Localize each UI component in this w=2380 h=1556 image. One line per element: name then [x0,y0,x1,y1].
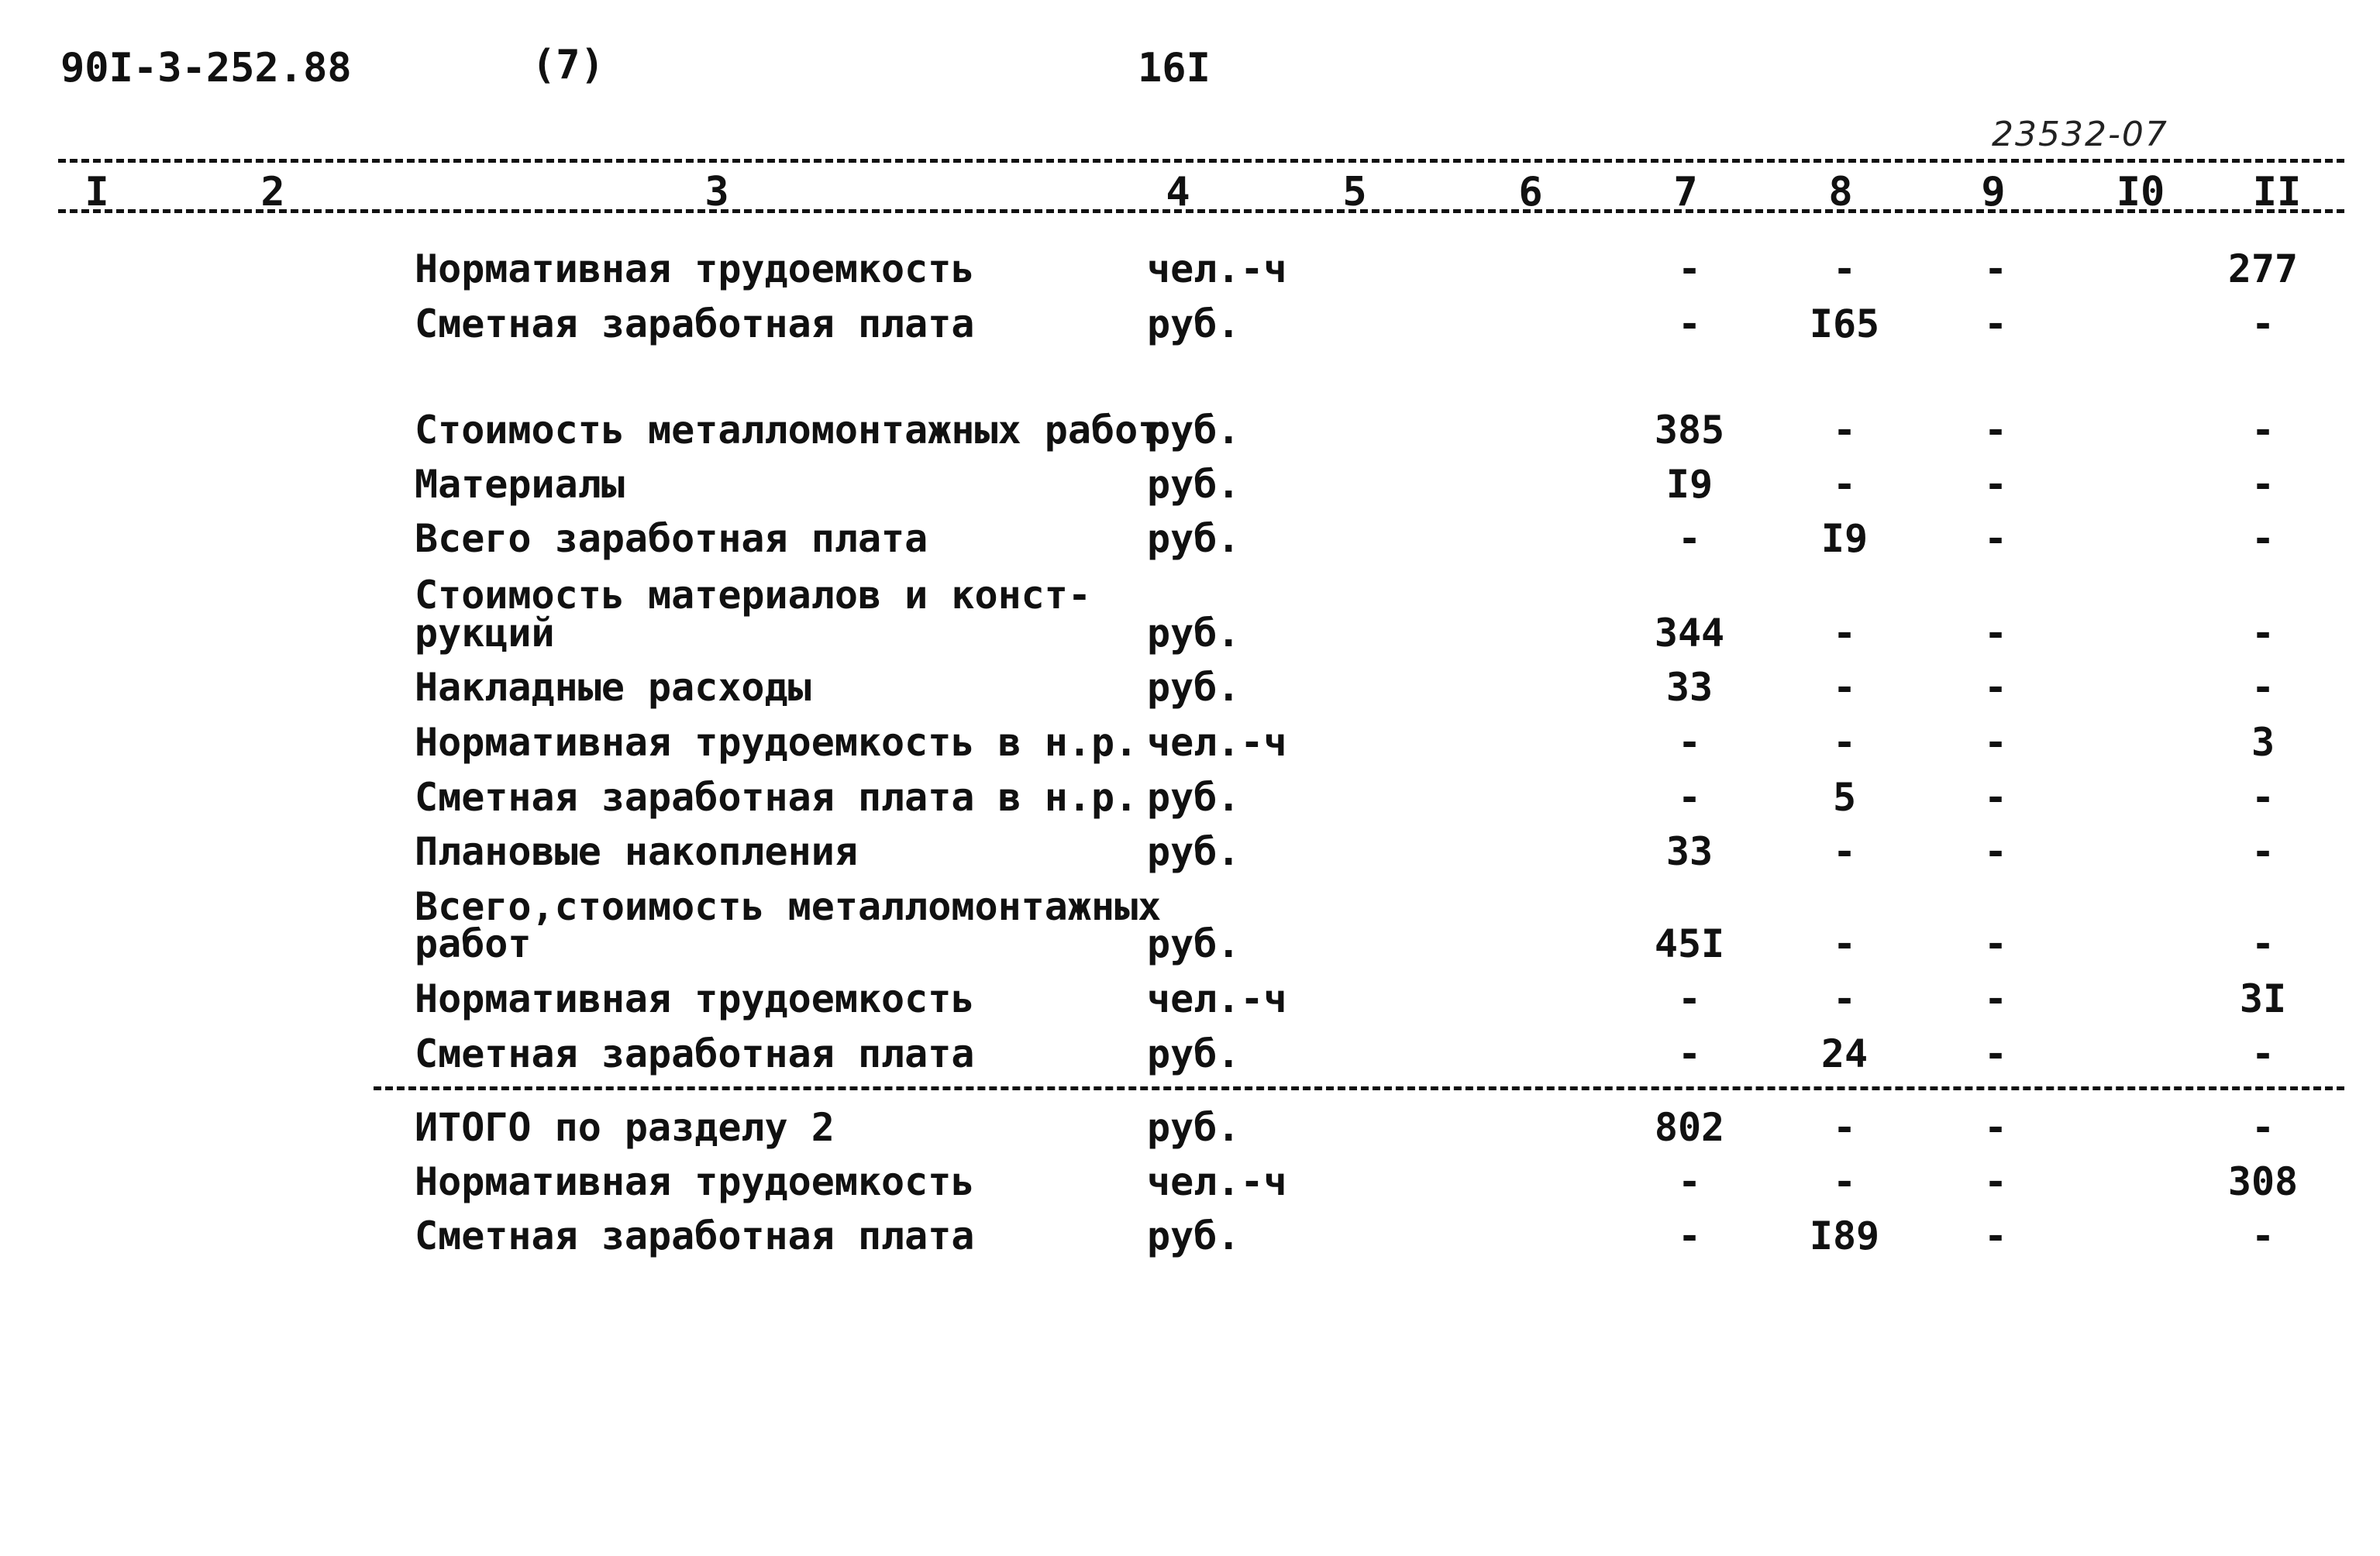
col11-value: - [2251,1213,2275,1258]
column-number: 9 [1981,169,2006,215]
col9-value: - [1983,408,2008,453]
col8-value: - [1832,829,1857,874]
col9-value: - [1983,976,2008,1021]
row-unit: руб. [1147,829,1241,874]
col8-value: I65 [1809,301,1880,346]
col7-value: - [1677,1031,1702,1076]
col11-value: - [2251,829,2275,874]
col9-value: - [1983,611,2008,656]
sheet-number: (7) [532,42,604,88]
row-label: Всего,стоимость металломонтажных [415,884,1162,929]
header-top-rule [58,159,2344,163]
row-label: Сметная заработная плата [415,1031,975,1076]
col9-value: - [1983,462,2008,507]
row-label: Стоимость материалов и конст- [415,573,1091,618]
col7-value: - [1677,301,1702,346]
col7-value: - [1677,720,1702,765]
col11-value: - [2251,1031,2275,1076]
row-unit: руб. [1147,1031,1241,1076]
col7-value: 344 [1654,611,1725,656]
col9-value: - [1983,829,2008,874]
col9-value: - [1983,775,2008,820]
col8-value: I9 [1820,516,1869,561]
row-label-continuation: рукций [415,611,555,656]
col8-value: - [1832,665,1857,710]
row-unit: руб. [1147,1105,1241,1150]
col9-value: - [1983,1031,2008,1076]
col7-value: - [1677,1159,1702,1204]
row-label: Сметная заработная плата [415,301,975,346]
row-unit: руб. [1147,301,1241,346]
col8-value: - [1832,921,1857,966]
row-unit: руб. [1147,921,1241,966]
col8-value: 24 [1820,1031,1869,1076]
row-label: Сметная заработная плата [415,1213,975,1258]
col8-value: - [1832,976,1857,1021]
column-number: 2 [260,169,285,215]
row-label-continuation: работ [415,921,532,966]
col9-value: - [1983,921,2008,966]
col11-value: 3I [2239,976,2287,1021]
col8-value: - [1832,1159,1857,1204]
row-label: Нормативная трудоемкость [415,246,975,291]
column-number: 8 [1828,169,1853,215]
col7-value: 33 [1665,829,1714,874]
col11-value: - [2251,1105,2275,1150]
col8-value: - [1832,1105,1857,1150]
col11-value: - [2251,516,2275,561]
col9-value: - [1983,665,2008,710]
col11-value: - [2251,462,2275,507]
row-unit: руб. [1147,611,1241,656]
column-number: 7 [1673,169,1698,215]
row-label: ИТОГО по разделу 2 [415,1105,835,1150]
row-unit: руб. [1147,462,1241,507]
row-unit: чел.-ч [1147,1159,1287,1204]
col7-value: - [1677,1213,1702,1258]
row-label: Всего заработная плата [415,516,928,561]
row-label: Нормативная трудоемкость [415,976,975,1021]
col7-value: 45I [1654,921,1725,966]
col8-value: - [1832,408,1857,453]
col11-value: - [2251,301,2275,346]
document-code: 90I-3-252.88 [60,45,352,91]
col7-value: 33 [1665,665,1714,710]
col9-value: - [1983,301,2008,346]
col8-value: - [1832,246,1857,291]
col9-value: - [1983,246,2008,291]
row-unit: руб. [1147,516,1241,561]
col11-value: 3 [2251,720,2275,765]
col8-value: - [1832,611,1857,656]
col7-value: 385 [1654,408,1725,453]
row-unit: руб. [1147,665,1241,710]
row-unit: чел.-ч [1147,246,1287,291]
col7-value: - [1677,246,1702,291]
col11-value: - [2251,665,2275,710]
column-number: I0 [2116,169,2165,215]
col7-value: - [1677,516,1702,561]
row-label: Стоимость металломонтажных работ [415,408,1162,453]
col9-value: - [1983,516,2008,561]
row-label: Плановые накопления [415,829,858,874]
col8-value: 5 [1832,775,1857,820]
column-number: 4 [1166,169,1190,215]
col9-value: - [1983,1105,2008,1150]
col8-value: - [1832,720,1857,765]
col11-value: 277 [2227,246,2299,291]
col8-value: I89 [1809,1213,1880,1258]
column-number: 3 [704,169,729,215]
row-unit: руб. [1147,775,1241,820]
col9-value: - [1983,1213,2008,1258]
col9-value: - [1983,720,2008,765]
totals-rule [374,1086,2344,1090]
row-label: Сметная заработная плата в н.р. [415,775,1138,820]
row-label: Нормативная трудоемкость в н.р. [415,720,1138,765]
row-label: Нормативная трудоемкость [415,1159,975,1204]
col7-value: - [1677,775,1702,820]
col9-value: - [1983,1159,2008,1204]
row-unit: чел.-ч [1147,976,1287,1021]
col11-value: - [2251,775,2275,820]
column-number: II [2252,169,2302,215]
col11-value: 308 [2227,1159,2299,1204]
col7-value: I9 [1665,462,1714,507]
row-unit: руб. [1147,408,1241,453]
handwritten-stamp: 23532-07 [1992,115,2168,154]
col11-value: - [2251,408,2275,453]
col7-value: 802 [1654,1105,1725,1150]
column-number: 5 [1342,169,1367,215]
col7-value: - [1677,976,1702,1021]
row-label: Материалы [415,462,625,507]
col11-value: - [2251,921,2275,966]
column-number: I [84,169,109,215]
row-unit: чел.-ч [1147,720,1287,765]
row-unit: руб. [1147,1213,1241,1258]
col11-value: - [2251,611,2275,656]
col8-value: - [1832,462,1857,507]
row-label: Накладные расходы [415,665,811,710]
column-number: 6 [1518,169,1543,215]
page-number: 16I [1138,45,1211,91]
